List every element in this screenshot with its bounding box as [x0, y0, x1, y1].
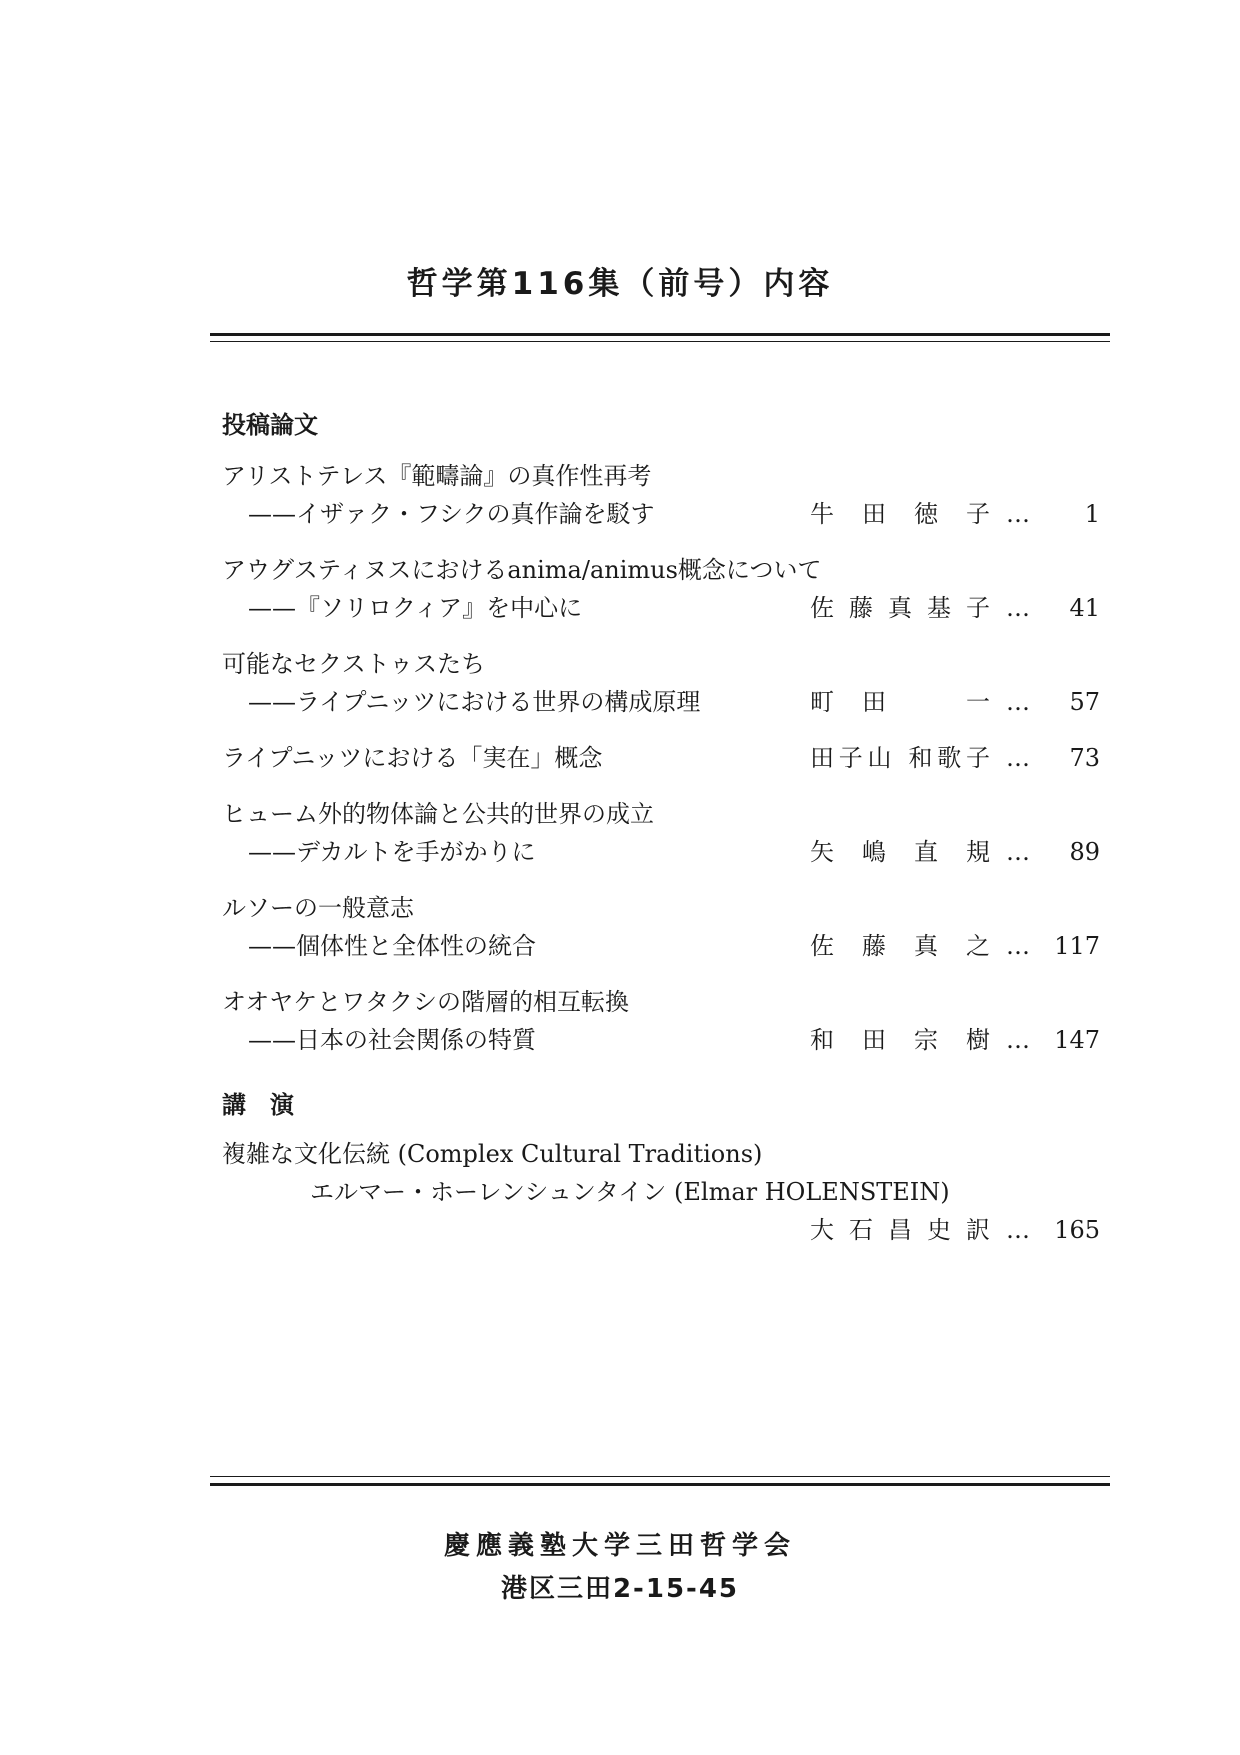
article-subtitle: ——イザァク・フシクの真作論を駁す	[248, 500, 655, 528]
publisher-name: 慶應義塾大学三田哲学会	[443, 1531, 796, 1561]
leader-dots: …	[1006, 594, 1030, 622]
article-author: 町田 一	[810, 688, 990, 716]
article-title: 可能なセクストゥスたち	[222, 650, 486, 678]
article-title-line	[222, 797, 1100, 831]
lecture-translator-line	[222, 1213, 1100, 1247]
article-subtitle-line	[222, 835, 1100, 869]
article-subtitle-line	[222, 497, 1100, 531]
article-title-line	[222, 741, 1100, 775]
article-subtitle: ——日本の社会関係の特質	[248, 1026, 536, 1054]
article-page: 117	[1054, 932, 1100, 960]
article-author: 田子山 和歌子	[810, 744, 990, 772]
leader-dots: …	[1006, 1216, 1030, 1244]
article-page: 41	[1069, 594, 1100, 622]
article-author: 佐藤真基子	[810, 594, 990, 622]
article-subtitle-line	[222, 685, 1100, 719]
lecture-speaker-line	[222, 1175, 1100, 1209]
leader-dots: …	[1006, 744, 1030, 772]
bottom-rule-thin	[210, 1476, 1110, 1477]
leader-dots: …	[1006, 500, 1030, 528]
section-heading-contributed: 投稿論文	[222, 411, 318, 439]
article-title: ヒューム外的物体論と公共的世界の成立	[222, 800, 654, 828]
article-page: 89	[1069, 838, 1100, 866]
article-title: アウグスティヌスにおけるanima/animus概念について	[222, 556, 822, 584]
lecture-translator: 大石昌史訳	[810, 1216, 990, 1244]
article-title-line	[222, 647, 1100, 681]
leader-dots: …	[1006, 688, 1030, 716]
article-page: 147	[1054, 1026, 1100, 1054]
article-subtitle: ——『ソリロクィア』を中心に	[248, 594, 583, 622]
page-title: 哲学第116集（前号）内容	[406, 266, 834, 302]
article-page: 57	[1069, 688, 1100, 716]
article-title-line	[222, 459, 1100, 493]
leader-dots: …	[1006, 838, 1030, 866]
article-author: 和田宗樹	[810, 1026, 990, 1054]
article-page: 73	[1069, 744, 1100, 772]
top-rule-thin	[210, 341, 1110, 342]
bottom-rule-thick	[210, 1483, 1110, 1486]
article-title-line	[222, 553, 1100, 587]
article-title: アリストテレス『範疇論』の真作性再考	[222, 462, 652, 490]
article-title: オオヤケとワタクシの階層的相互転換	[222, 988, 630, 1016]
lecture-speaker: エルマー・ホーレンシュンタイン (Elmar HOLENSTEIN)	[310, 1178, 950, 1206]
leader-dots: …	[1006, 1026, 1030, 1054]
article-author: 牛田徳子	[810, 500, 990, 528]
leader-dots: …	[1006, 932, 1030, 960]
lecture-page: 165	[1054, 1216, 1100, 1244]
article-subtitle-line	[222, 929, 1100, 963]
article-title: ライプニッツにおける「実在」概念	[222, 744, 603, 772]
article-title: ルソーの一般意志	[222, 894, 414, 922]
article-subtitle: ——個体性と全体性の統合	[248, 932, 536, 960]
article-title-line	[222, 985, 1100, 1019]
article-author: 佐藤真之	[810, 932, 990, 960]
article-subtitle-line	[222, 1023, 1100, 1057]
lecture-title: 複雑な文化伝統 (Complex Cultural Traditions)	[222, 1140, 763, 1168]
article-subtitle: ——デカルトを手がかりに	[248, 838, 536, 866]
article-author: 矢嶋直規	[810, 838, 990, 866]
article-subtitle-line	[222, 591, 1100, 625]
top-rule-thick	[210, 333, 1110, 336]
article-page: 1	[1084, 500, 1100, 528]
section-heading-lecture: 講 演	[222, 1091, 294, 1119]
article-title-line	[222, 891, 1100, 925]
publisher-address: 港区三田2-15-45	[500, 1574, 740, 1604]
lecture-title-line	[222, 1137, 1100, 1171]
article-subtitle: ——ライプニッツにおける世界の構成原理	[248, 688, 701, 716]
